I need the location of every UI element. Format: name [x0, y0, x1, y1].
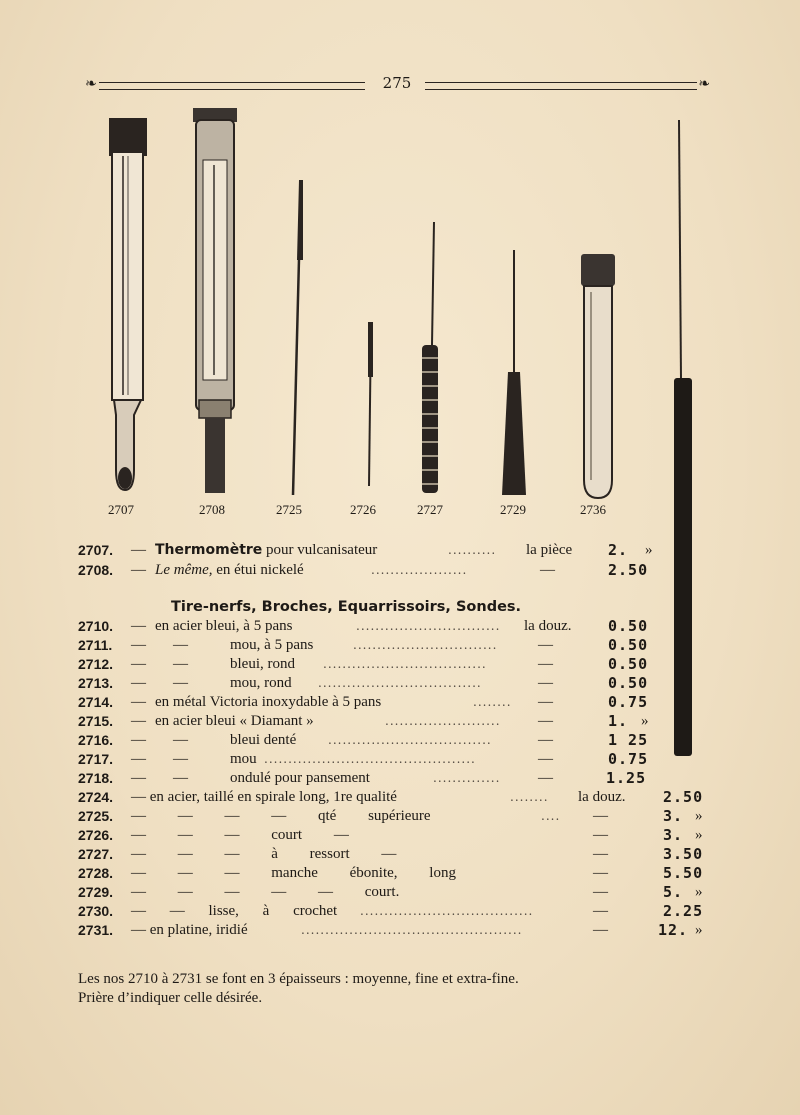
item-number: 2724. — [78, 789, 114, 805]
item-number: 2718. — [78, 770, 114, 786]
item-text: bleui, rond — [230, 656, 295, 672]
item-number: 2731. — [78, 922, 114, 938]
item-text: — — lisse, à crochet — [131, 903, 338, 919]
dot-leader: ........ — [510, 790, 549, 804]
item-dash: — — [131, 562, 146, 578]
broach-2725-icon — [293, 180, 303, 495]
catalog-row — [78, 561, 708, 579]
dot-leader: .................................. — [323, 657, 487, 671]
item-price: 1.25 — [606, 769, 647, 787]
item-price-suffix: » — [645, 542, 653, 558]
figure-label: 2708 — [199, 502, 225, 517]
item-price: 12. — [658, 921, 689, 939]
header-rule-right — [425, 82, 697, 90]
item-number: 2727. — [78, 846, 114, 862]
item-title: Le même, — [155, 562, 213, 578]
item-number: 2728. — [78, 865, 114, 881]
item-unit: — — [593, 922, 608, 938]
catalog-row — [78, 731, 708, 749]
item-number: 2707. — [78, 542, 114, 558]
dot-leader: .............. — [433, 771, 501, 785]
item-number: 2716. — [78, 732, 114, 748]
catalog-row — [78, 674, 708, 692]
page-number: 275 — [382, 74, 412, 92]
item-text: — — — — qté supérieure — [131, 808, 431, 824]
item-dash: — — [173, 637, 188, 653]
item-price: 2.50 — [663, 788, 704, 806]
item-title: Thermomètre — [155, 542, 263, 558]
item-text: bleui denté — [230, 732, 297, 748]
item-price: 1. — [608, 712, 629, 730]
page-header — [85, 74, 710, 98]
item-price: 0.50 — [608, 655, 649, 673]
item-unit: — — [593, 827, 608, 843]
item-unit: — — [593, 903, 608, 919]
catalog-row — [78, 750, 708, 768]
item-dash: — — [131, 751, 146, 767]
item-dash: — — [173, 751, 188, 767]
glass-tube-2736-icon — [581, 254, 615, 498]
header-rule-left — [99, 82, 365, 90]
broach-2726-icon — [368, 322, 373, 486]
item-price: 0.50 — [608, 674, 649, 692]
thermometer-2708-icon — [193, 108, 237, 493]
item-text: — — — à ressort — — [131, 846, 397, 862]
item-price: 3.50 — [663, 845, 704, 863]
footnote-line: Les nos 2710 à 2731 se font en 3 épaisseurs : moyenne, fine et extra-fine. — [78, 971, 519, 987]
item-number: 2715. — [78, 713, 114, 729]
item-number: 2730. — [78, 903, 114, 919]
ornament-left-icon: ❧ — [85, 76, 97, 92]
dot-leader: .............................................. — [301, 923, 523, 937]
figure-label: 2736 — [580, 502, 606, 517]
dot-leader: .................................... — [360, 904, 534, 918]
item-unit: la douz. — [578, 789, 626, 805]
item-price: 5. — [663, 883, 684, 901]
item-price-suffix: » — [695, 884, 703, 900]
item-price: 3. — [663, 807, 684, 825]
item-dash: — — [131, 770, 146, 786]
item-unit: — — [593, 846, 608, 862]
item-price: 0.50 — [608, 617, 649, 635]
item-unit: — — [538, 656, 553, 672]
item-dash: — — [131, 637, 146, 653]
item-price: 3. — [663, 826, 684, 844]
catalog-row — [78, 883, 708, 901]
item-number: 2710. — [78, 618, 114, 634]
catalog-row — [78, 693, 708, 711]
item-text: en acier bleui, à 5 pans — [155, 618, 293, 634]
item-price: 0.75 — [608, 693, 649, 711]
item-dash: — — [131, 542, 146, 558]
item-unit: — — [593, 808, 608, 824]
item-number: 2713. — [78, 675, 114, 691]
item-unit: — — [538, 675, 553, 691]
figure-label: 2729 — [500, 502, 526, 517]
item-unit: — — [593, 865, 608, 881]
catalog-row — [78, 921, 708, 939]
item-text: mou, à 5 pans — [230, 637, 314, 653]
item-unit: — — [538, 713, 553, 729]
item-number: 2729. — [78, 884, 114, 900]
figure-label: 2727 — [417, 502, 443, 517]
dot-leader: ............................................ — [264, 752, 476, 766]
item-number: 2717. — [78, 751, 114, 767]
item-price-suffix: » — [695, 808, 703, 824]
item-text: pour vulcanisateur — [262, 542, 378, 558]
item-unit: la pièce — [526, 542, 573, 558]
item-price: 0.50 — [608, 636, 649, 654]
item-price: 2.50 — [608, 561, 649, 579]
item-text: — — — court — — [131, 827, 349, 843]
catalog-row — [78, 788, 708, 806]
item-price: 2.25 — [663, 902, 704, 920]
dot-leader: .................... — [371, 563, 468, 577]
item-dash: — — [131, 618, 146, 634]
ornament-right-icon: ❧ — [698, 76, 710, 92]
dot-leader: ........ — [473, 695, 512, 709]
catalog-row — [78, 636, 708, 654]
item-dash: — — [173, 770, 188, 786]
item-unit: — — [538, 770, 553, 786]
broach-2727-icon — [422, 222, 438, 493]
catalog-row — [78, 826, 708, 844]
catalog-row — [78, 617, 708, 635]
item-dash: — — [131, 675, 146, 691]
item-unit: — — [593, 884, 608, 900]
dot-leader: .............................. — [356, 619, 501, 633]
item-number: 2714. — [78, 694, 114, 710]
item-dash: — — [173, 732, 188, 748]
catalog-row — [78, 807, 708, 825]
item-text: — en platine, iridié — [131, 922, 248, 938]
item-text: mou — [230, 751, 257, 767]
item-text: ondulé pour pansement — [230, 770, 370, 786]
item-description — [155, 541, 377, 559]
item-number: 2726. — [78, 827, 114, 843]
item-unit: — — [538, 637, 553, 653]
catalog-row — [78, 845, 708, 863]
item-price-suffix: » — [695, 922, 703, 938]
dot-leader: ........................ — [385, 714, 501, 728]
item-number: 2711. — [78, 637, 113, 653]
item-text: — — — — — court. — [131, 884, 400, 900]
item-number: 2712. — [78, 656, 114, 672]
item-number: 2708. — [78, 562, 114, 578]
footnote-line: Prière d’indiquer celle désirée. — [78, 990, 263, 1006]
item-dash: — — [131, 732, 146, 748]
item-text: — en acier, taillé en spirale long, 1re qualité — [131, 789, 397, 805]
item-text: mou, rond — [230, 675, 292, 691]
broach-2729-icon — [502, 250, 526, 495]
catalog-row — [78, 655, 708, 673]
catalog-row — [78, 541, 708, 559]
item-unit: — — [538, 732, 553, 748]
item-price-suffix: » — [641, 713, 649, 729]
dot-leader: .... — [541, 809, 561, 823]
catalog-row — [78, 902, 708, 920]
item-text: en acier bleui « Diamant » — [155, 713, 314, 729]
item-dash: — — [173, 656, 188, 672]
item-unit: — — [540, 562, 555, 578]
item-number: 2725. — [78, 808, 114, 824]
thermometer-2707-icon — [109, 118, 147, 490]
catalog-row — [78, 769, 708, 787]
item-price: 1 25 — [608, 731, 649, 749]
dot-leader: .......... — [448, 543, 497, 557]
section-title: Tire-nerfs, Broches, Equarrissoirs, Sondes. — [171, 599, 522, 615]
item-unit: — — [538, 694, 553, 710]
figure-label: 2726 — [350, 502, 376, 517]
item-dash: — — [131, 713, 146, 729]
item-price: 0.75 — [608, 750, 649, 768]
figure-label: 2725 — [276, 502, 302, 517]
item-text: en métal Victoria inoxydable à 5 pans — [155, 694, 382, 710]
item-dash: — — [131, 694, 146, 710]
figure-label: 2707 — [108, 502, 134, 517]
catalog-row — [78, 864, 708, 882]
item-text: en étui nickelé — [212, 562, 304, 578]
item-unit: — — [538, 751, 553, 767]
dot-leader: .................................. — [318, 676, 482, 690]
item-price-suffix: » — [695, 827, 703, 843]
dot-leader: .................................. — [328, 733, 492, 747]
dot-leader: .............................. — [353, 638, 498, 652]
catalog-row — [78, 712, 708, 730]
item-description — [155, 561, 304, 579]
item-price: 2. — [608, 541, 629, 559]
item-unit: la douz. — [524, 618, 572, 634]
item-dash: — — [173, 675, 188, 691]
item-price: 5.50 — [663, 864, 704, 882]
item-dash: — — [131, 656, 146, 672]
item-text: — — — manche ébonite, long — [131, 865, 456, 881]
